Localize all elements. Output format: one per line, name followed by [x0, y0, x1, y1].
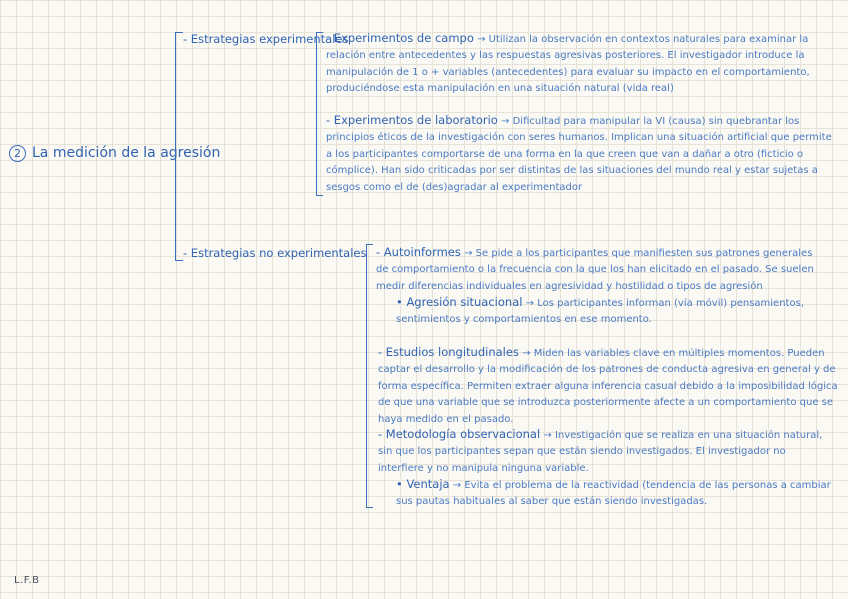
non-experimental-bracket — [366, 244, 373, 508]
item-lead: - Autoinformes — [376, 245, 461, 259]
topic-number-circle — [9, 145, 26, 162]
item-lead: - Metodología observacional — [378, 427, 541, 441]
main-topic-title: La medición de la agresión — [32, 145, 221, 161]
branch-experimental-label: - Estrategias experimentales — [183, 32, 349, 46]
item-lead: - Estudios longitudinales — [378, 345, 519, 359]
item-experimentos-campo — [326, 30, 831, 98]
item-ventaja — [396, 476, 836, 511]
topic-number: 2 — [14, 147, 21, 160]
author-signature: L.F.B — [14, 575, 40, 586]
arrow-icon: → — [522, 348, 531, 359]
item-text: Los participantes informan (vía móvil) pensamientos, sentimientos y comportamientos en ese momento. — [396, 298, 804, 326]
item-lead: - Experimentos de laboratorio — [326, 113, 498, 127]
arrow-icon: → — [525, 298, 535, 309]
experimental-bracket — [316, 32, 323, 196]
item-text: Evita el problema de la reactividad (tendencia de las personas a cambiar sus pautas habituales al saber que están siendo investigadas. — [396, 480, 831, 508]
item-text: Se pide a los participantes que manifiesten sus patrones generales de comportamiento o la frecuencia con la que los han elicitado en el pasado. Se suelen medir diferencias individuales en agresividad y hostilidad o tipos de agresión — [376, 248, 814, 292]
item-experimentos-laboratorio — [326, 112, 838, 196]
item-text: Utilizan la observación en contextos naturales para examinar la relación entre antecedentes y las respuestas agresivas posteriores. El investigador introduce la manipulación de 1 o + variables (antecedentes) para evaluar su impacto en el comportamiento, produciéndose esta manipulación en una situación natural (vida real) — [326, 34, 810, 95]
arrow-icon: → — [452, 480, 462, 491]
branch-non-experimental-label: - Estrategias no experimentales — [183, 246, 367, 260]
item-lead: • Ventaja — [396, 477, 450, 491]
item-estudios-longitudinales — [378, 344, 840, 428]
item-lead: - Experimentos de campo — [326, 31, 474, 45]
main-bracket — [175, 32, 183, 261]
item-text: Investigación que se realiza en una situación natural, sin que los participantes sepan que están siendo investigados. El investigador no interfiere y no manipula ninguna variable. — [378, 430, 823, 474]
item-lead: • Agresión situacional — [396, 295, 523, 309]
item-text: Dificultad para manipular la VI (causa) sin quebrantar los principios éticos de la investigación con seres humanos. Implican una situación artificial que permite a los participantes comportarse de una forma en la que creen que van a dañar a otro (ficticio o cómplice). Han sido criticadas por ser distintas de las situaciones del mundo real y estar sujetas a sesgos como el de (des)agradar al experimentador — [326, 116, 832, 193]
arrow-icon: → — [477, 34, 486, 45]
item-autoinformes — [376, 244, 828, 295]
arrow-icon: → — [501, 116, 510, 127]
item-agresion-situacional — [396, 294, 816, 329]
arrow-icon: → — [464, 248, 473, 259]
arrow-icon: → — [543, 430, 552, 441]
item-metodologia-observacional — [378, 426, 833, 477]
item-text: Miden las variables clave en múltiples momentos. Pueden captar el desarrollo y la modificación de los patrones de conducta agresiva en general y de forma específica. Permiten extraer alguna inferencia casual debido a la imposibilidad lógica de que una variable que se introduzca posteriormente afecte a un comportamiento que se haya medido en el pasado. — [378, 348, 838, 425]
